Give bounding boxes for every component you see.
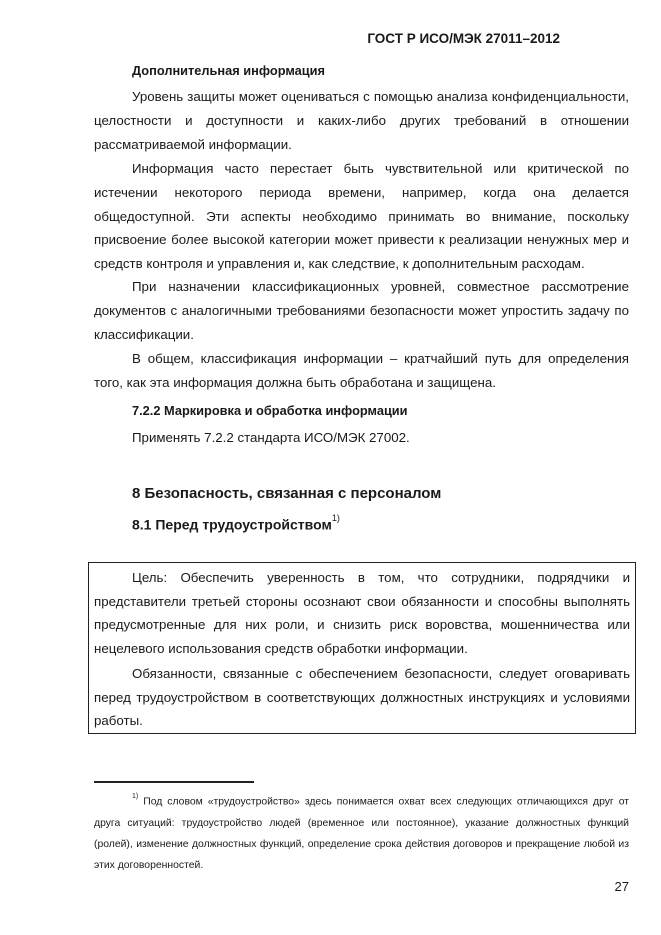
footnote-separator xyxy=(94,781,254,783)
objective-box xyxy=(88,562,636,734)
page-number: 27 xyxy=(614,879,629,894)
footnote-text: Под словом «трудоустройство» здесь понимается охват всех следующих отличающихся друг от друга ситуаций: трудоустройство людей (временное или постоянное), указание должностных функций (ролей), изменение должностных функций, определение срока действия договоров и прекращение любой из этих договоренностей. xyxy=(94,796,630,872)
heading-8-1 xyxy=(132,513,340,533)
objective-paragraph: Цель: Обеспечить уверенность в том, что сотрудники, подрядчики и представители третьей стороны осознают свои обязанности и способны выполнять предусмотренные для них роли, и снизить риск воровства, мошенничества или нецелевого использования средств обработки информации. xyxy=(94,570,630,656)
paragraph-protection-level: Уровень защиты может оцениваться с помощью анализа конфиденциальности, целостности и доступности и каких-либо других требований в отношении рассматриваемой информации. xyxy=(94,89,629,152)
document-header: ГОСТ Р ИСО/МЭК 27011–2012 xyxy=(367,31,560,46)
footnote xyxy=(94,788,629,877)
paragraph-classification-levels: При назначении классификационных уровней, совместное рассмотрение документов с аналогичными требованиями безопасности может упростить задачу по классификации. xyxy=(94,279,629,342)
heading-additional-info: Дополнительная информация xyxy=(132,63,325,78)
paragraph-7-2-2: Применять 7.2.2 стандарта ИСО/МЭК 27002. xyxy=(132,430,410,445)
paragraph-sensitivity: Информация часто перестает быть чувствительной или критической по истечении некоторого периода времени, например, когда она делается общедоступной. Эти аспекты необходимо принимать во внимание, поскольку присвоение более высокой категории может привести к реализации ненужных мер и средств контроля и управления и, как следствие, к дополнительным расходам. xyxy=(94,161,629,272)
footnote-mark: 1) xyxy=(132,793,139,800)
paragraph-classification-summary: В общем, классификация информации – кратчайший путь для определения того, как эта информация должна быть обработана и защищена. xyxy=(94,351,629,390)
footnote-ref: 1) xyxy=(331,513,340,523)
heading-section-8: 8 Безопасность, связанная с персоналом xyxy=(132,485,442,502)
heading-7-2-2: 7.2.2 Маркировка и обработка информации xyxy=(132,403,408,418)
heading-8-1-text: 8.1 Перед трудоустройством xyxy=(132,516,332,533)
responsibilities-paragraph: Обязанности, связанные с обеспечением безопасности, следует оговаривать перед трудоустройством в соответствующих должностных инструкциях и условиями работы. xyxy=(94,666,630,729)
